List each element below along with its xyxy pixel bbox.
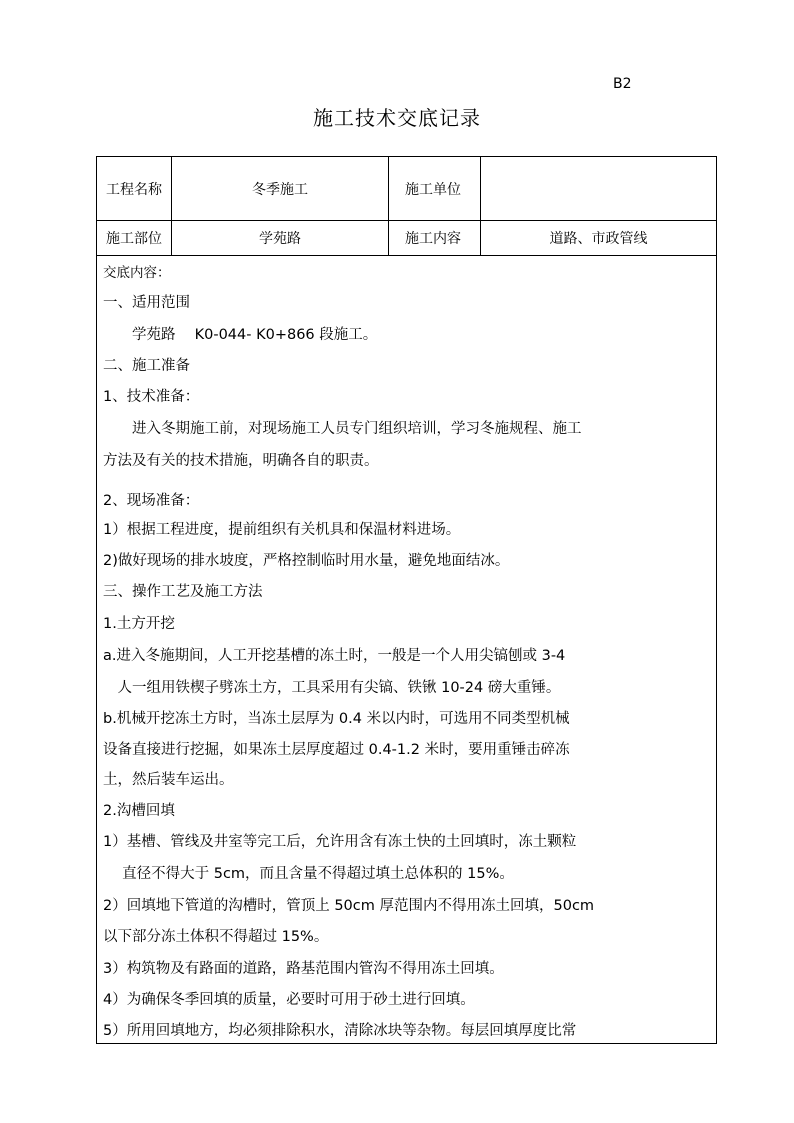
- paragraph-line: 5）所用回填地方，均必须排除积水，清除冰块等杂物。每层回填厚度比常: [103, 1023, 577, 1039]
- divider: [97, 255, 716, 256]
- subsection-heading: 2.沟槽回填: [103, 803, 175, 819]
- paragraph-line: 1）根据工程进度，提前组织有关机具和保温材料进场。: [103, 522, 461, 538]
- construction-unit-label: 施工单位: [405, 181, 461, 198]
- construction-content-value: 道路、市政管线: [549, 231, 648, 247]
- section-heading: 二、施工准备: [103, 358, 190, 374]
- record-table: [96, 156, 717, 1044]
- paragraph-line: a.进入冬施期间，人工开挖基槽的冻土时，一般是一个人用尖镐刨或 3-4: [103, 648, 566, 664]
- paragraph-line: 2)做好现场的排水坡度，严格控制临时用水量，避免地面结冰。: [103, 553, 510, 569]
- construction-content-label: 施工内容: [405, 231, 461, 247]
- project-name-label: 工程名称: [106, 181, 162, 198]
- paragraph-line: 3）构筑物及有路面的道路，路基范围内管沟不得用冻土回填。: [103, 961, 504, 977]
- section-heading: 一、适用范围: [103, 295, 190, 311]
- paragraph-line: 1）基槽、管线及井室等完工后，允许用含有冻土快的土回填时，冻土颗粒: [103, 834, 577, 850]
- document-code: B2: [613, 76, 632, 92]
- content-heading: 交底内容：: [103, 265, 171, 281]
- document-title: 施工技术交底记录: [313, 106, 481, 130]
- paragraph-line: 设备直接进行挖掘，如果冻土层厚度超过 0.4-1.2 米时，要用重锤击碎冻: [103, 742, 570, 758]
- paragraph-line: 以下部分冻土体积不得超过 15%。: [103, 929, 329, 945]
- subsection-heading: 1、技术准备：: [103, 389, 200, 405]
- construction-part-label: 施工部位: [106, 231, 162, 247]
- subsection-heading: 1.土方开挖: [103, 616, 175, 632]
- paragraph-line: 人一组用铁楔子劈冻土方，工具采用有尖镐、铁锹 10-24 磅大重锤。: [103, 680, 561, 696]
- project-name-value: 冬季施工: [252, 181, 308, 198]
- construction-unit-value: [481, 157, 716, 220]
- construction-part-value: 学苑路: [259, 231, 301, 247]
- paragraph-line: 方法及有关的技术措施，明确各自的职责。: [103, 453, 379, 469]
- paragraph-line: 2）回填地下管道的沟槽时，管顶上 50cm 厚范围内不得用冻土回填，50cm: [103, 898, 595, 914]
- paragraph-line: 直径不得大于 5cm，而且含量不得超过填土总体积的 15%。: [103, 866, 514, 882]
- subsection-heading: 2、现场准备：: [103, 493, 200, 509]
- paragraph-line: 土，然后装车运出。: [103, 772, 234, 788]
- paragraph-line: 4）为确保冬季回填的质量，必要时可用于砂土进行回填。: [103, 992, 475, 1008]
- paragraph-line: 进入冬期施工前，对现场施工人员专门组织培训，学习冬施规程、施工: [103, 421, 582, 437]
- paragraph-line: b.机械开挖冻土方时，当冻土层厚为 0.4 米以内时，可选用不同类型机械: [103, 711, 570, 727]
- paragraph-line: 学苑路 K0-044- K0+866 段施工。: [103, 327, 378, 343]
- section-heading: 三、操作工艺及施工方法: [103, 584, 263, 600]
